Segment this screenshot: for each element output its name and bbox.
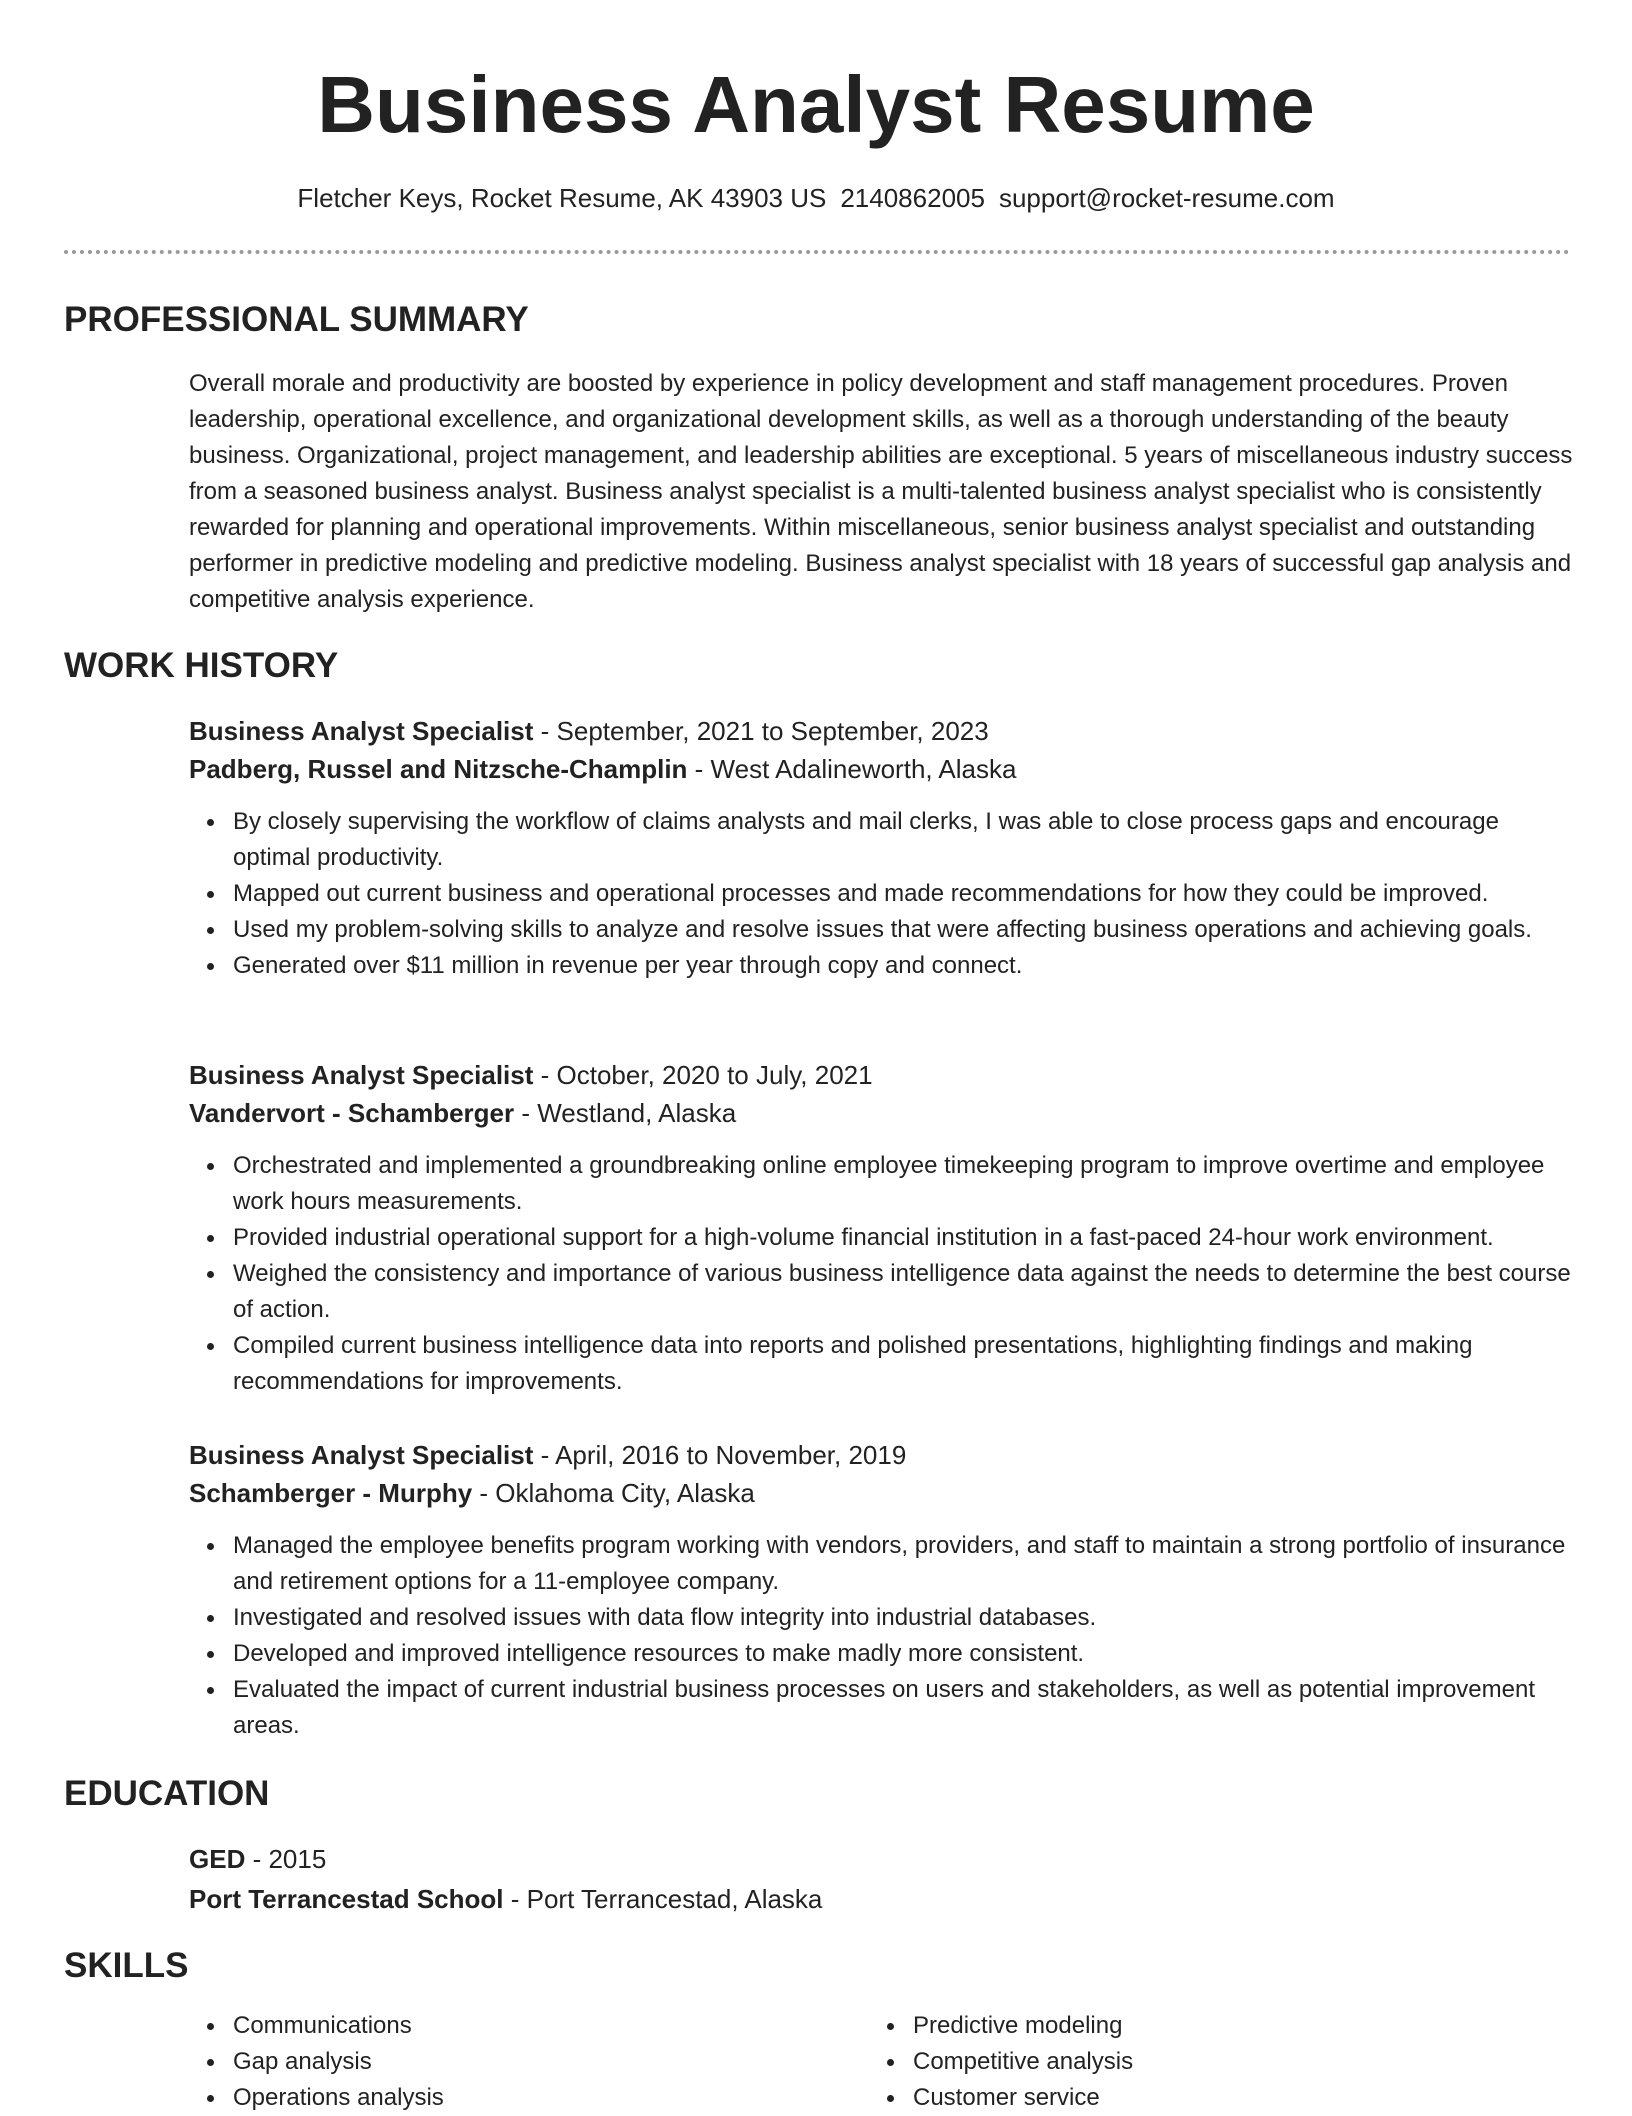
work-history-heading: WORK HISTORY (64, 646, 339, 685)
job-bullet: Used my problem-solving skills to analyze and resolve issues that were affecting business operations and achieving goals. (189, 912, 1574, 948)
job-title: Business Analyst Specialist (189, 1440, 534, 1470)
job-location: - Oklahoma City, Alaska (472, 1478, 755, 1508)
skills-column-left (189, 2008, 869, 2116)
job-entry (189, 712, 1574, 984)
job-company-line (189, 750, 1574, 788)
resume-title: Business Analyst Resume (317, 60, 1315, 149)
job-company-line (189, 1094, 1574, 1132)
education-school-line (189, 1879, 1574, 1919)
education-school: Port Terrancestad School (189, 1884, 504, 1914)
job-location: - Westland, Alaska (514, 1098, 737, 1128)
summary-heading: PROFESSIONAL SUMMARY (64, 300, 529, 339)
skills-column-right (869, 2008, 1549, 2116)
skills-heading: SKILLS (64, 1946, 189, 1985)
education-location: - Port Terrancestad, Alaska (503, 1884, 823, 1914)
job-title: Business Analyst Specialist (189, 1060, 534, 1090)
skill-item: Customer service (869, 2080, 1549, 2116)
header-divider (64, 250, 1570, 254)
skills-list (189, 2008, 1574, 2116)
job-bullet: Compiled current business intelligence data into reports and polished presentations, highlighting findings and making recommendations for improvements. (189, 1328, 1574, 1400)
education-degree-line (189, 1839, 1574, 1879)
job-bullet: Managed the employee benefits program working with vendors, providers, and staff to maintain a strong portfolio of insurance and retirement options for a 11-employee company. (189, 1528, 1574, 1600)
contact-email: support@rocket-resume.com (998, 183, 1335, 213)
job-bullet: Investigated and resolved issues with data flow integrity into industrial databases. (189, 1600, 1574, 1636)
job-bullets (189, 1528, 1574, 1744)
job-company: Schamberger - Murphy (189, 1478, 473, 1508)
job-bullet: Developed and improved intelligence resources to make madly more consistent. (189, 1636, 1574, 1672)
contact-phone: 2140862005 (840, 183, 985, 213)
job-dates: - September, 2021 to September, 2023 (533, 716, 989, 746)
job-title: Business Analyst Specialist (189, 716, 534, 746)
job-location: - West Adalineworth, Alaska (687, 754, 1017, 784)
job-bullet: Generated over $11 million in revenue per year through copy and connect. (189, 948, 1574, 984)
job-bullet: Provided industrial operational support for a high-volume financial institution in a fast-paced 24-hour work environment. (189, 1220, 1574, 1256)
job-title-line (189, 1056, 1574, 1094)
job-company: Vandervort - Schamberger (189, 1098, 515, 1128)
job-bullet: Mapped out current business and operational processes and made recommendations for how they could be improved. (189, 876, 1574, 912)
skill-item: Gap analysis (189, 2044, 869, 2080)
education-degree: GED (189, 1844, 246, 1874)
skill-item: Communications (189, 2008, 869, 2044)
job-bullet: Evaluated the impact of current industrial business processes on users and stakeholders, as well as potential improvement areas. (189, 1672, 1574, 1744)
job-title-line (189, 712, 1574, 750)
job-dates: - April, 2016 to November, 2019 (533, 1440, 907, 1470)
summary-text: Overall morale and productivity are boosted by experience in policy development and staff management procedures. Proven leadership, operational excellence, and organizational development skills, as well as a thorough understanding of the beauty business. Organizational, project management, and leadership abilities are exceptional. 5 years of miscellaneous industry success from a seasoned business analyst. Business analyst specialist is a multi-talented business analyst specialist who is consistently rewarded for planning and operational improvements. Within miscellaneous, senior business analyst specialist and outstanding performer in predictive modeling and predictive modeling. Business analyst specialist with 18 years of successful gap analysis and competitive analysis experience. (189, 370, 1573, 613)
job-entry (189, 1436, 1574, 1744)
job-bullet: Weighed the consistency and importance of various business intelligence data against the needs to determine the best course of action. (189, 1256, 1574, 1328)
skill-item: Operations analysis (189, 2080, 869, 2116)
job-bullets (189, 1148, 1574, 1400)
job-bullets (189, 804, 1574, 984)
job-company: Padberg, Russel and Nitzsche-Champlin (189, 754, 688, 784)
education-heading: EDUCATION (64, 1774, 270, 1813)
job-title-line (189, 1436, 1574, 1474)
education-entry (189, 1839, 1574, 1919)
skill-item: Competitive analysis (869, 2044, 1549, 2080)
education-year: - 2015 (245, 1844, 327, 1874)
job-entry (189, 1056, 1574, 1400)
skill-item: Predictive modeling (869, 2008, 1549, 2044)
job-company-line (189, 1474, 1574, 1512)
job-bullet: Orchestrated and implemented a groundbreaking online employee timekeeping program to improve overtime and employee work hours measurements. (189, 1148, 1574, 1220)
contact-line (0, 180, 1632, 216)
contact-address: Fletcher Keys, Rocket Resume, AK 43903 US (297, 183, 827, 213)
job-bullet: By closely supervising the workflow of claims analysts and mail clerks, I was able to close process gaps and encourage optimal productivity. (189, 804, 1574, 876)
job-dates: - October, 2020 to July, 2021 (533, 1060, 873, 1090)
